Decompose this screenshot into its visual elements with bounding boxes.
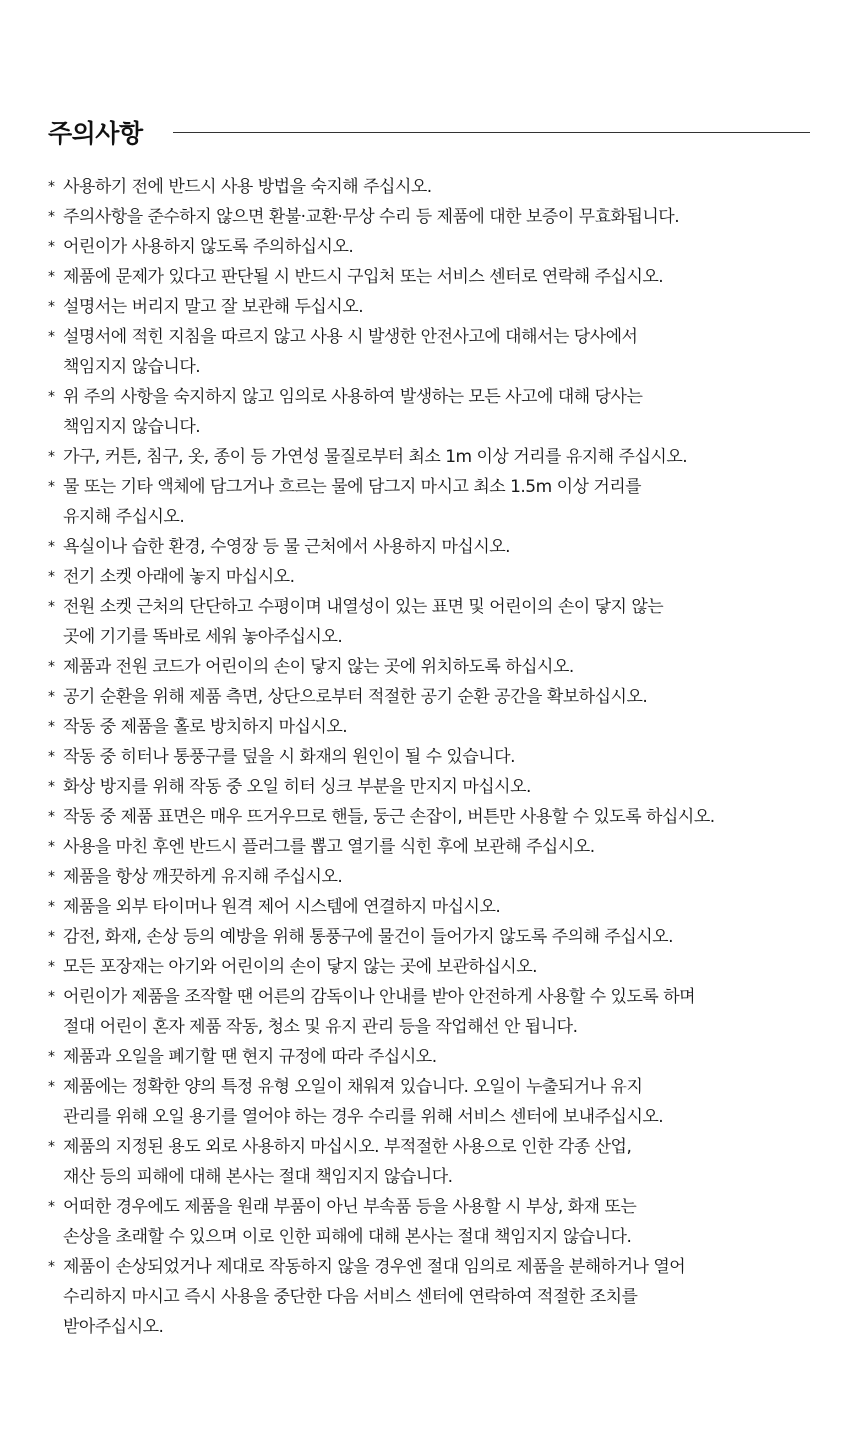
caution-item	[48, 1132, 848, 1192]
caution-item	[48, 532, 848, 562]
bullet-icon: *	[48, 599, 55, 615]
bullet-icon: *	[48, 869, 55, 885]
caution-item-text: 작동 중 히터나 통풍구를 덮을 시 화재의 원인이 될 수 있습니다.	[63, 747, 515, 767]
bullet-icon: *	[48, 239, 55, 255]
caution-item	[48, 892, 848, 922]
caution-item-text: 어린이가 제품을 조작할 땐 어른의 감독이나 안내를 받아 안전하게 사용할 수 있도록 하며 절대 어린이 혼자 제품 작동, 청소 및 유지 관리 등을 작업해선 안 됩니다.	[63, 987, 696, 1037]
title-divider	[173, 132, 810, 133]
bullet-icon: *	[48, 209, 55, 225]
bullet-icon: *	[48, 299, 55, 315]
caution-list	[48, 172, 848, 1342]
caution-item	[48, 742, 848, 772]
page-title: 주의사항	[48, 119, 143, 148]
bullet-icon: *	[48, 329, 55, 345]
bullet-icon: *	[48, 569, 55, 585]
caution-item-text: 화상 방지를 위해 작동 중 오일 히터 싱크 부분을 만지지 마십시오.	[63, 777, 531, 797]
caution-item	[48, 1072, 848, 1132]
caution-item	[48, 922, 848, 952]
bullet-icon: *	[48, 179, 55, 195]
caution-item-text: 모든 포장재는 아기와 어린이의 손이 닿지 않는 곳에 보관하십시오.	[63, 957, 538, 977]
bullet-icon: *	[48, 269, 55, 285]
caution-item-text: 욕실이나 습한 환경, 수영장 등 물 근처에서 사용하지 마십시오.	[63, 537, 511, 557]
caution-item-text: 사용을 마친 후엔 반드시 플러그를 뽑고 열기를 식힌 후에 보관해 주십시오.	[63, 837, 595, 857]
bullet-icon: *	[48, 1259, 55, 1275]
caution-item	[48, 832, 848, 862]
caution-item	[48, 652, 848, 682]
caution-item-text: 물 또는 기타 액체에 담그거나 흐르는 물에 담그지 마시고 최소 1.5m 이상 거리를 유지해 주십시오.	[63, 477, 642, 527]
bullet-icon: *	[48, 479, 55, 495]
caution-item-text: 가구, 커튼, 침구, 옷, 종이 등 가연성 물질로부터 최소 1m 이상 거리를 유지해 주십시오.	[63, 447, 688, 467]
caution-item	[48, 442, 848, 472]
caution-item-text: 전원 소켓 근처의 단단하고 수평이며 내열성이 있는 표면 및 어린이의 손이 닿지 않는 곳에 기기를 똑바로 세워 놓아주십시오.	[63, 597, 664, 647]
caution-item-text: 위 주의 사항을 숙지하지 않고 임의로 사용하여 발생하는 모든 사고에 대해 당사는 책임지지 않습니다.	[63, 387, 643, 437]
caution-item	[48, 232, 848, 262]
caution-item-text: 감전, 화재, 손상 등의 예방을 위해 통풍구에 물건이 들어가지 않도록 주의해 주십시오.	[63, 927, 674, 947]
section-header	[48, 112, 810, 152]
bullet-icon: *	[48, 959, 55, 975]
caution-item	[48, 382, 848, 442]
caution-item-text: 제품의 지정된 용도 외로 사용하지 마십시오. 부적절한 사용으로 인한 각종 산업, 재산 등의 피해에 대해 본사는 절대 책임지지 않습니다.	[63, 1137, 632, 1187]
caution-item	[48, 562, 848, 592]
bullet-icon: *	[48, 389, 55, 405]
caution-item	[48, 1042, 848, 1072]
bullet-icon: *	[48, 1049, 55, 1065]
caution-item-text: 제품을 항상 깨끗하게 유지해 주십시오.	[63, 867, 343, 887]
caution-item-text: 설명서는 버리지 말고 잘 보관해 두십시오.	[63, 297, 364, 317]
caution-item-text: 어린이가 사용하지 않도록 주의하십시오.	[63, 237, 354, 257]
bullet-icon: *	[48, 899, 55, 915]
caution-item	[48, 1252, 848, 1342]
caution-item-text: 제품에 문제가 있다고 판단될 시 반드시 구입처 또는 서비스 센터로 연락해 주십시오.	[63, 267, 664, 287]
bullet-icon: *	[48, 749, 55, 765]
caution-item-text: 전기 소켓 아래에 놓지 마십시오.	[63, 567, 295, 587]
caution-item-text: 사용하기 전에 반드시 사용 방법을 숙지해 주십시오.	[63, 177, 432, 197]
bullet-icon: *	[48, 689, 55, 705]
caution-item	[48, 322, 848, 382]
caution-item	[48, 982, 848, 1042]
caution-item	[48, 802, 848, 832]
caution-item	[48, 862, 848, 892]
bullet-icon: *	[48, 989, 55, 1005]
caution-item	[48, 262, 848, 292]
caution-item	[48, 202, 848, 232]
caution-item-text: 작동 중 제품 표면은 매우 뜨거우므로 핸들, 둥근 손잡이, 버튼만 사용할 수 있도록 하십시오.	[63, 807, 715, 827]
bullet-icon: *	[48, 1139, 55, 1155]
bullet-icon: *	[48, 719, 55, 735]
caution-item	[48, 1192, 848, 1252]
caution-item-text: 제품과 전원 코드가 어린이의 손이 닿지 않는 곳에 위치하도록 하십시오.	[63, 657, 574, 677]
bullet-icon: *	[48, 659, 55, 675]
bullet-icon: *	[48, 929, 55, 945]
caution-item-text: 제품이 손상되었거나 제대로 작동하지 않을 경우엔 절대 임의로 제품을 분해하거나 열어 수리하지 마시고 즉시 사용을 중단한 다음 서비스 센터에 연락하여 적절한 조치를 받아주십시오.	[63, 1257, 686, 1337]
caution-item	[48, 952, 848, 982]
bullet-icon: *	[48, 1199, 55, 1215]
caution-item-text: 공기 순환을 위해 제품 측면, 상단으로부터 적절한 공기 순환 공간을 확보하십시오.	[63, 687, 648, 707]
caution-item	[48, 172, 848, 202]
caution-item	[48, 472, 848, 532]
caution-item	[48, 592, 848, 652]
bullet-icon: *	[48, 809, 55, 825]
caution-item-text: 설명서에 적힌 지침을 따르지 않고 사용 시 발생한 안전사고에 대해서는 당사에서 책임지지 않습니다.	[63, 327, 638, 377]
caution-item-text: 제품과 오일을 폐기할 땐 현지 규정에 따라 주십시오.	[63, 1047, 437, 1067]
bullet-icon: *	[48, 449, 55, 465]
caution-item-text: 제품을 외부 타이머나 원격 제어 시스템에 연결하지 마십시오.	[63, 897, 501, 917]
bullet-icon: *	[48, 839, 55, 855]
caution-item	[48, 292, 848, 322]
bullet-icon: *	[48, 779, 55, 795]
caution-item-text: 주의사항을 준수하지 않으면 환불·교환·무상 수리 등 제품에 대한 보증이 무효화됩니다.	[63, 207, 680, 227]
caution-item-text: 작동 중 제품을 홀로 방치하지 마십시오.	[63, 717, 348, 737]
bullet-icon: *	[48, 1079, 55, 1095]
caution-item	[48, 712, 848, 742]
caution-item-text: 어떠한 경우에도 제품을 원래 부품이 아닌 부속품 등을 사용할 시 부상, 화재 또는 손상을 초래할 수 있으며 이로 인한 피해에 대해 본사는 절대 책임지지 않습니다.	[63, 1197, 637, 1247]
caution-item	[48, 682, 848, 712]
caution-item-text: 제품에는 정확한 양의 특정 유형 오일이 채워져 있습니다. 오일이 누출되거나 유지 관리를 위해 오일 용기를 열어야 하는 경우 수리를 위해 서비스 센터에 보내주십시오.	[63, 1077, 664, 1127]
bullet-icon: *	[48, 539, 55, 555]
caution-item	[48, 772, 848, 802]
